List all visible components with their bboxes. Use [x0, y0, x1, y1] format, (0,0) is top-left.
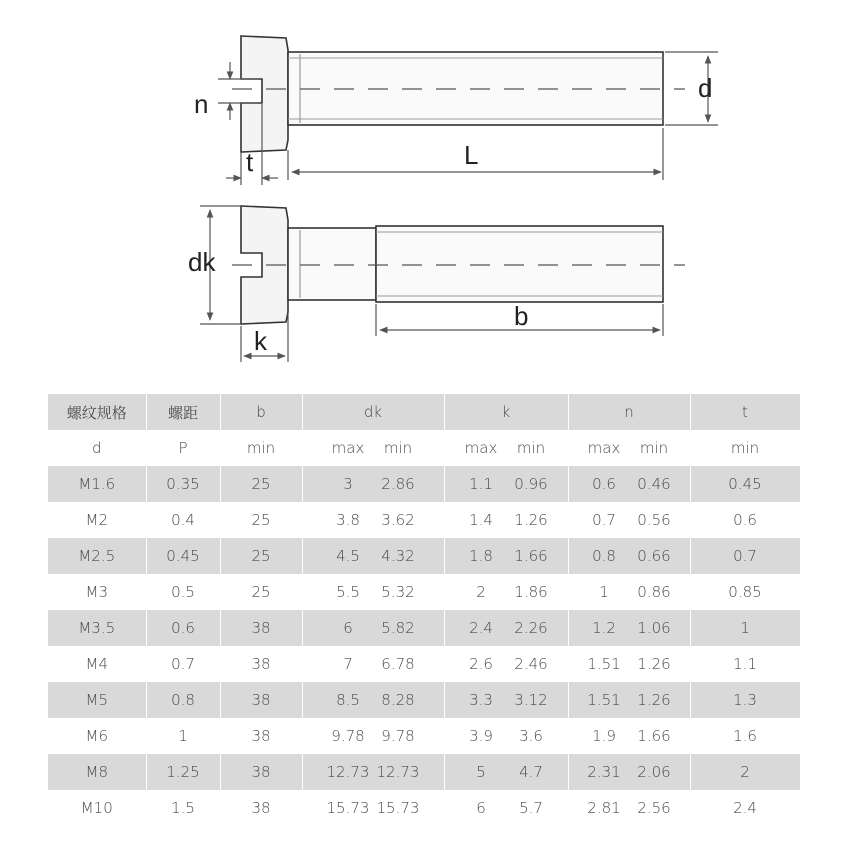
cell-dk-min: 5.82: [381, 619, 415, 637]
cell-b: 38: [220, 610, 302, 646]
cell-n-max: 0.8: [592, 547, 616, 565]
cell-P: 0.35: [146, 466, 220, 502]
cell-dk: [302, 466, 444, 502]
cell-k-min: 5.7: [519, 799, 543, 817]
cell-k-min: 2.46: [514, 655, 548, 673]
cell-k-max: 2.6: [469, 655, 493, 673]
table-row: [48, 790, 800, 826]
cell-n-min: 0.66: [637, 547, 671, 565]
cell-n: [568, 718, 690, 754]
header-dk: dk: [302, 394, 444, 430]
cell-n-max: 1.51: [587, 655, 621, 673]
label-L: L: [464, 140, 479, 170]
label-n: n: [194, 89, 209, 119]
cell-k: [444, 790, 568, 826]
cell-t: 0.7: [690, 538, 800, 574]
cell-d: M8: [48, 754, 146, 790]
cell-k-min: 0.96: [514, 475, 548, 493]
subheader-n-min: min: [639, 439, 669, 457]
cell-n-min: 0.86: [637, 583, 671, 601]
cell-n-max: 0.6: [592, 475, 616, 493]
header-pitch: 螺距: [146, 394, 220, 430]
cell-t: 1.1: [690, 646, 800, 682]
subheader-k-max: max: [464, 439, 498, 457]
cell-n-max: 2.31: [587, 763, 621, 781]
cell-dk-max: 12.73: [326, 763, 370, 781]
cell-b: 25: [220, 574, 302, 610]
cell-d: M3: [48, 574, 146, 610]
cell-k: [444, 466, 568, 502]
table-row: [48, 538, 800, 574]
subheader-k-min: min: [516, 439, 546, 457]
cell-n-max: 0.7: [592, 511, 616, 529]
cell-n-max: 1.2: [592, 619, 616, 637]
cell-dk: [302, 754, 444, 790]
cell-dk-max: 3.8: [336, 511, 360, 529]
cell-dk: [302, 574, 444, 610]
cell-k: [444, 682, 568, 718]
subheader-k: [444, 430, 568, 466]
cell-dk-max: 6: [343, 619, 353, 637]
cell-b: 25: [220, 466, 302, 502]
cell-k-max: 2.4: [469, 619, 493, 637]
cell-n: [568, 574, 690, 610]
cell-d: M6: [48, 718, 146, 754]
cell-dk: [302, 790, 444, 826]
table-row: [48, 502, 800, 538]
cell-k-min: 1.26: [514, 511, 548, 529]
cell-dk-min: 5.32: [381, 583, 415, 601]
cell-n-max: 1: [599, 583, 609, 601]
cell-n-min: 1.26: [637, 655, 671, 673]
cell-k: [444, 718, 568, 754]
cell-k-max: 5: [476, 763, 486, 781]
cell-b: 38: [220, 718, 302, 754]
cell-d: M2.5: [48, 538, 146, 574]
label-k: k: [254, 326, 267, 356]
label-b: b: [514, 301, 529, 331]
cell-t: 1: [690, 610, 800, 646]
cell-b: 25: [220, 502, 302, 538]
cell-n-max: 2.81: [587, 799, 621, 817]
cell-dk-max: 8.5: [336, 691, 360, 709]
cell-P: 1: [146, 718, 220, 754]
cell-k-min: 1.66: [514, 547, 548, 565]
header-row-1: [48, 394, 800, 430]
cell-t: 1.3: [690, 682, 800, 718]
cell-t: 0.6: [690, 502, 800, 538]
subheader-dk: [302, 430, 444, 466]
cell-n: [568, 502, 690, 538]
header-b: b: [220, 394, 302, 430]
cell-k: [444, 538, 568, 574]
cell-k-max: 3.3: [469, 691, 493, 709]
screw-dimension-diagram: [0, 0, 850, 390]
cell-t: 2: [690, 754, 800, 790]
cell-P: 0.7: [146, 646, 220, 682]
header-t: t: [690, 394, 800, 430]
cell-k: [444, 574, 568, 610]
table-row: [48, 682, 800, 718]
cell-P: 1.5: [146, 790, 220, 826]
cell-n: [568, 790, 690, 826]
header-row-2: [48, 430, 800, 466]
table-row: [48, 646, 800, 682]
cell-dk: [302, 610, 444, 646]
cell-n-min: 0.56: [637, 511, 671, 529]
table-row: [48, 466, 800, 502]
cell-d: M3.5: [48, 610, 146, 646]
cell-t: 0.45: [690, 466, 800, 502]
cell-b: 38: [220, 682, 302, 718]
subheader-dk-min: min: [383, 439, 413, 457]
cell-n: [568, 466, 690, 502]
cell-k: [444, 610, 568, 646]
cell-k: [444, 502, 568, 538]
cell-k-min: 1.86: [514, 583, 548, 601]
cell-n-min: 1.26: [637, 691, 671, 709]
cell-k-max: 1.1: [469, 475, 493, 493]
cell-dk-min: 9.78: [381, 727, 415, 745]
subheader-d: d: [48, 430, 146, 466]
table-body: [48, 466, 800, 826]
cell-P: 0.5: [146, 574, 220, 610]
subheader-n-max: max: [587, 439, 621, 457]
cell-P: 0.6: [146, 610, 220, 646]
cell-dk-max: 9.78: [331, 727, 365, 745]
cell-dk-min: 12.73: [376, 763, 420, 781]
cell-k-min: 3.12: [514, 691, 548, 709]
cell-dk-max: 5.5: [336, 583, 360, 601]
cell-dk-min: 3.62: [381, 511, 415, 529]
cell-dk-min: 8.28: [381, 691, 415, 709]
specification-table: [48, 394, 801, 826]
header-k: k: [444, 394, 568, 430]
table-row: [48, 718, 800, 754]
cell-n-min: 2.06: [637, 763, 671, 781]
cell-n-max: 1.9: [592, 727, 616, 745]
header-n: n: [568, 394, 690, 430]
label-d: d: [698, 73, 713, 103]
label-t: t: [246, 147, 254, 177]
table-row: [48, 754, 800, 790]
cell-dk-max: 3: [343, 475, 353, 493]
cell-dk: [302, 538, 444, 574]
cell-dk: [302, 502, 444, 538]
table-row: [48, 610, 800, 646]
cell-P: 0.45: [146, 538, 220, 574]
cell-d: M2: [48, 502, 146, 538]
cell-n-min: 1.66: [637, 727, 671, 745]
cell-P: 0.4: [146, 502, 220, 538]
subheader-b: min: [220, 430, 302, 466]
cell-k-max: 3.9: [469, 727, 493, 745]
cell-dk-min: 15.73: [376, 799, 420, 817]
cell-dk-max: 15.73: [326, 799, 370, 817]
cell-k-min: 3.6: [519, 727, 543, 745]
cell-n: [568, 538, 690, 574]
table-row: [48, 574, 800, 610]
cell-dk: [302, 646, 444, 682]
cell-dk: [302, 718, 444, 754]
cell-t: 1.6: [690, 718, 800, 754]
cell-dk-max: 4.5: [336, 547, 360, 565]
cell-n-max: 1.51: [587, 691, 621, 709]
cell-n-min: 2.56: [637, 799, 671, 817]
cell-t: 2.4: [690, 790, 800, 826]
cell-P: 1.25: [146, 754, 220, 790]
subheader-n: [568, 430, 690, 466]
cell-P: 0.8: [146, 682, 220, 718]
cell-d: M5: [48, 682, 146, 718]
subheader-dk-max: max: [331, 439, 365, 457]
cell-k: [444, 754, 568, 790]
cell-b: 38: [220, 646, 302, 682]
cell-d: M10: [48, 790, 146, 826]
cell-dk-min: 2.86: [381, 475, 415, 493]
cell-b: 25: [220, 538, 302, 574]
cell-k: [444, 646, 568, 682]
cell-n-min: 1.06: [637, 619, 671, 637]
cell-k-max: 2: [476, 583, 486, 601]
cell-d: M4: [48, 646, 146, 682]
cell-k-max: 6: [476, 799, 486, 817]
cell-k-max: 1.4: [469, 511, 493, 529]
cell-k-min: 2.26: [514, 619, 548, 637]
subheader-P: P: [146, 430, 220, 466]
cell-n-min: 0.46: [637, 475, 671, 493]
label-dk: dk: [188, 247, 216, 277]
cell-n: [568, 682, 690, 718]
cell-dk: [302, 682, 444, 718]
cell-b: 38: [220, 790, 302, 826]
cell-dk-min: 4.32: [381, 547, 415, 565]
header-thread-spec: 螺纹规格: [48, 394, 146, 430]
cell-n: [568, 610, 690, 646]
cell-d: M1.6: [48, 466, 146, 502]
screw-full-thread: [241, 36, 663, 152]
cell-k-max: 1.8: [469, 547, 493, 565]
cell-dk-max: 7: [343, 655, 353, 673]
cell-n: [568, 754, 690, 790]
cell-k-min: 4.7: [519, 763, 543, 781]
cell-dk-min: 6.78: [381, 655, 415, 673]
cell-b: 38: [220, 754, 302, 790]
subheader-t: min: [690, 430, 800, 466]
cell-t: 0.85: [690, 574, 800, 610]
cell-n: [568, 646, 690, 682]
